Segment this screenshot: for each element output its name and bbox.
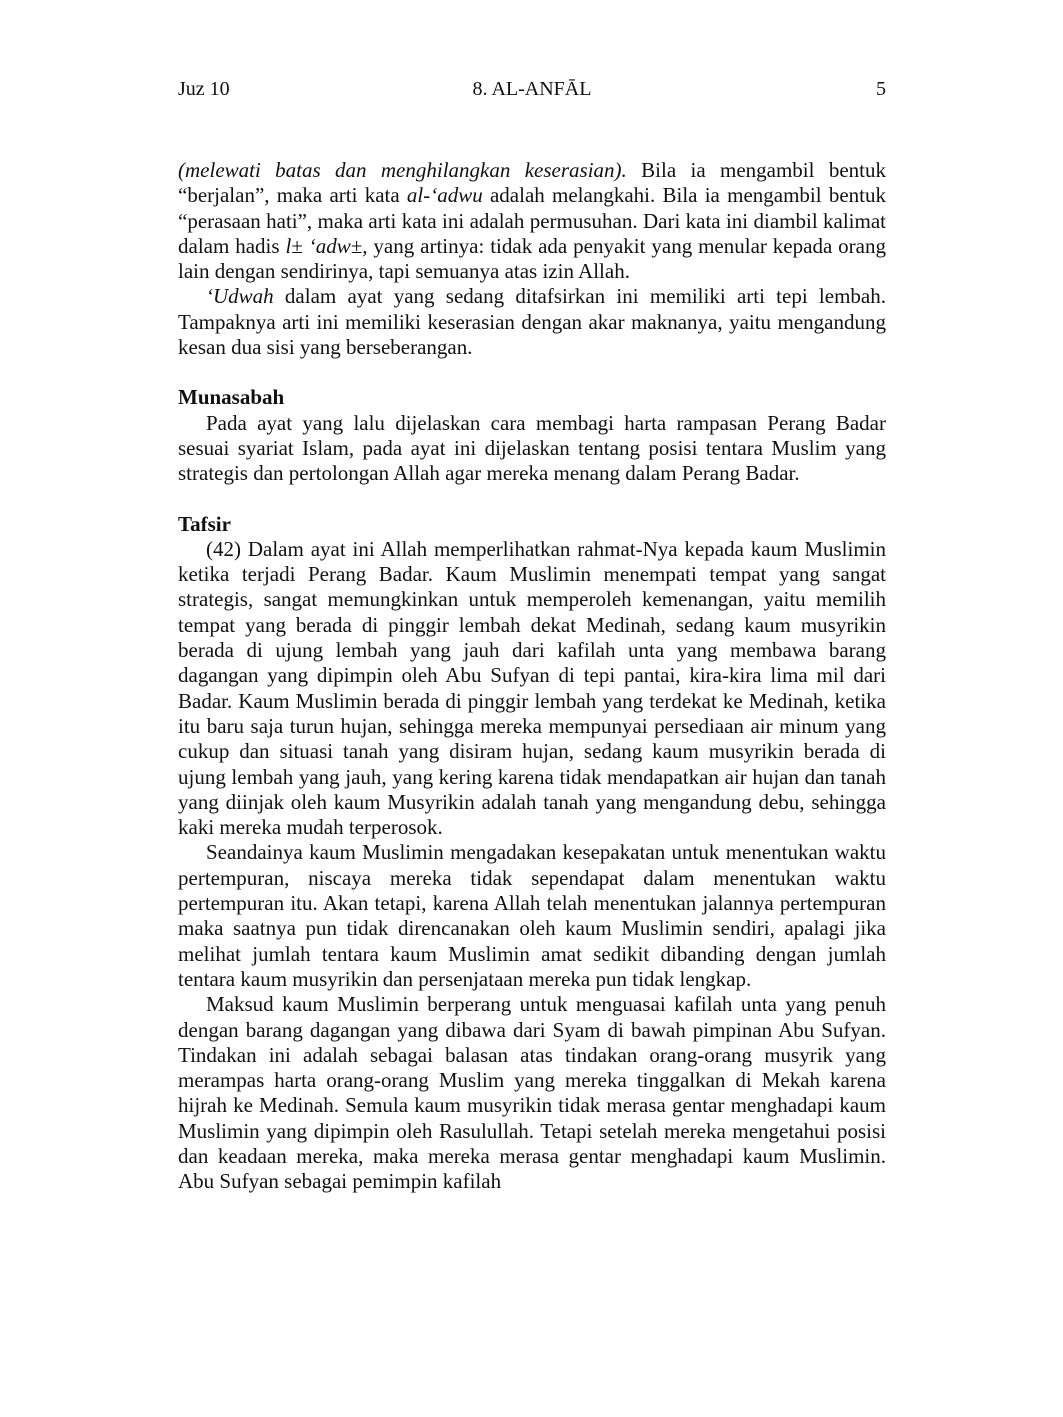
munasabah-paragraph: Pada ayat yang lalu dijelaskan cara membagi harta rampasan Perang Badar sesuai syariat Islam, pada ayat ini dijelaskan tentang posisi tentara Muslim yang strategis dan pertolongan Allah agar mereka menang dalam Perang Badar. — [178, 410, 886, 486]
intro-text-c: yang artinya: tidak ada penyakit yang menular kepada orang lain dengan sendirinya, tapi semuanya atas izin Allah. — [178, 233, 886, 284]
term-udwah: ‘Udwah — [206, 284, 274, 309]
intro-text-a: Bila ia mengambil bentuk “berjalan”, maka arti kata — [178, 158, 886, 208]
surah-title: 8. AL-ANFĀL — [472, 78, 592, 100]
section-gap — [178, 360, 886, 385]
running-header — [178, 76, 886, 102]
intro-text-b: adalah melangkahi. Bila ia mengambil bentuk “perasaan hati”, maka arti kata ini adalah permusuhan. Dari kata ini diambil kalimat dalam hadis — [178, 183, 886, 258]
munasabah-heading: Munasabah — [178, 385, 285, 410]
tafsir-paragraph-1: (42) Dalam ayat ini Allah memperlihatkan rahmat-Nya kepada kaum Muslimin ketika terjadi Perang Badar. Kaum Muslimin menempati tempat yang sangat strategis, sangat memungkinkan untuk memperoleh kemenangan, yaitu memilih tempat yang berada di pinggir lembah dekat Medinah, sedang kaum musyrikin berada di ujung lembah yang jauh dari kafilah unta yang membawa barang dagangan yang dipimpin oleh Abu Sufyan di tepi pantai, kira-kira lima mil dari Badar. Kaum Muslimin berada di pinggir lembah yang terdekat ke Medinah, ketika itu baru saja turun hujan, sehingga mereka mempunyai persediaan air minum yang cukup dan situasi tanah yang disiram hujan, sedang kaum musyrikin berada di ujung lembah yang jauh, yang kering karena tidak mendapatkan air hujan dan tanah yang diinjak oleh kaum Musyrikin adalah tanah yang mengandung debu, sehingga kaki mereka mudah terperosok. — [178, 536, 886, 840]
tafsir-paragraph-3: Maksud kaum Muslimin berperang untuk menguasai kafilah unta yang penuh dengan barang dagangan yang dibawa dari Syam di bawah pimpinan Abu Sufyan. Tindakan ini adalah sebagai balasan atas tindakan orang-orang musyrik yang merampas harta orang-orang Muslim yang mereka tinggalkan di Mekah karena hijrah ke Medinah. Semula kaum musyrikin tidak merasa gentar menghadapi kaum Muslimin yang dipimpin oleh Rasulullah. Tetapi setelah mereka mengetahui posisi dan keadaan mereka, maka mereka merasa gentar menghadapi kaum Muslimin. Abu Sufyan sebagai pemimpin kafilah — [178, 992, 886, 1194]
intro-paragraph-2 — [178, 284, 886, 360]
juz-label: Juz 10 — [178, 78, 230, 100]
intro-text-d: dalam ayat yang sedang ditafsirkan ini memiliki arti tepi lembah. Tampaknya arti ini memiliki keserasian dengan akar maknanya, yaitu mengandung kesan dua sisi yang berseberangan. — [178, 284, 886, 360]
intro-paragraph-1 — [178, 158, 886, 284]
page-number: 5 — [876, 78, 886, 100]
intro-italic-phrase: (melewati batas dan menghilangkan keserasian). — [178, 158, 627, 182]
section-gap — [178, 487, 886, 512]
tafsir-paragraph-2: Seandainya kaum Muslimin mengadakan kesepakatan untuk menentukan waktu pertempuran, niscaya mereka tidak sependapat dalam menentukan waktu pertempuran itu. Akan tetapi, karena Allah telah menentukan jalannya pertempuran maka saatnya pun tidak direncanakan oleh kaum Muslimin sendiri, apalagi jika melihat jumlah tentara kaum Muslimin amat sedikit dibanding dengan jumlah tentara kaum musyrikin dan persenjataan mereka pun tidak lengkap. — [178, 840, 886, 991]
body-text — [178, 158, 886, 1195]
term-al-adwu: al-‘adwu — [406, 183, 483, 208]
hadith-phrase: l± ‘adw±, — [285, 233, 368, 258]
tafsir-heading: Tafsir — [178, 511, 231, 536]
